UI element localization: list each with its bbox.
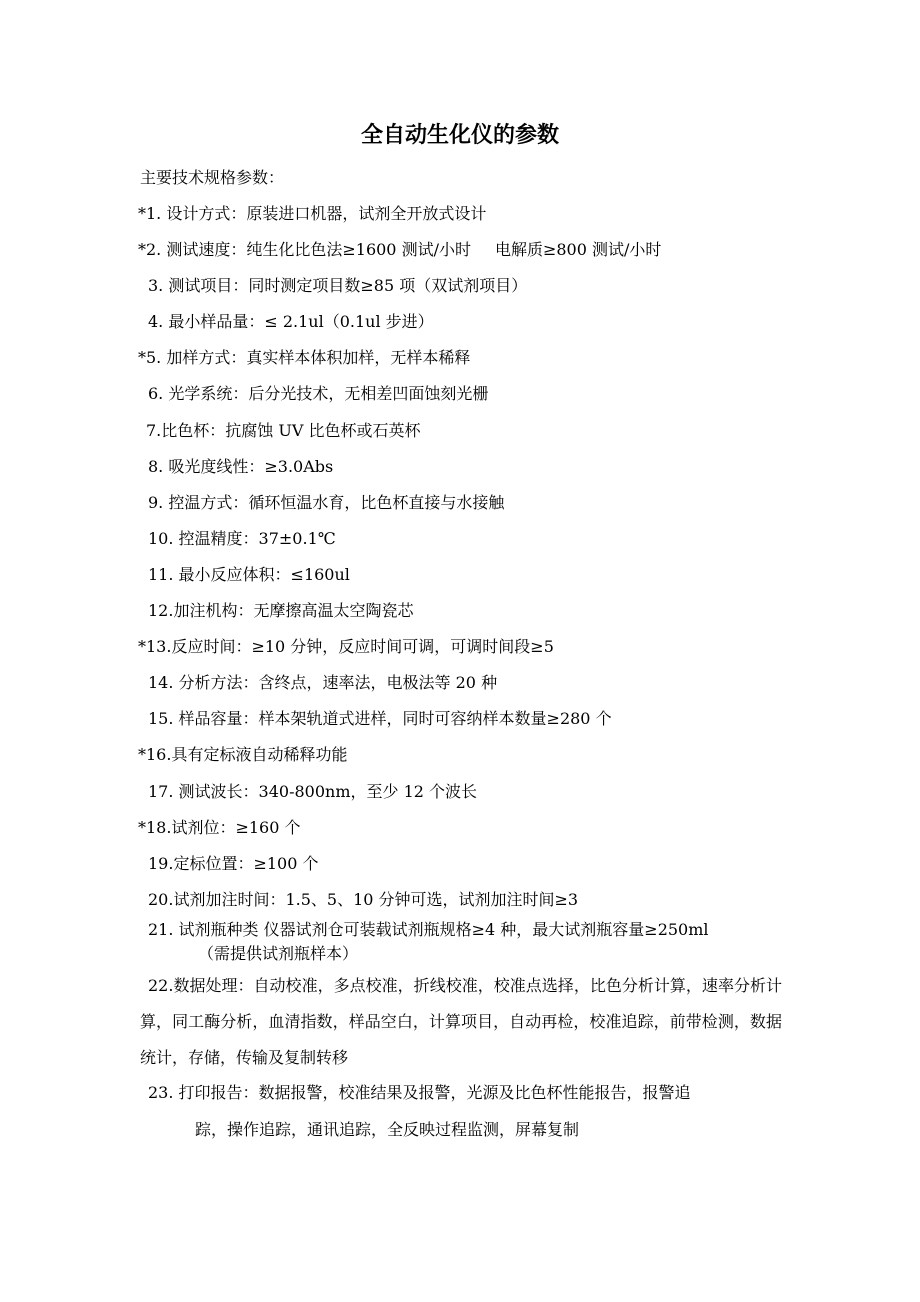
spec-item-1: *1. 设计方式：原装进口机器，试剂全开放式设计 bbox=[138, 204, 487, 223]
spec-item-10: 10. 控温精度：37±0.1℃ bbox=[148, 529, 336, 548]
spec-item-16: *16.具有定标液自动稀释功能 bbox=[138, 745, 348, 764]
spec-item-2-electrolyte: 电解质≥800 测试/小时 bbox=[494, 240, 662, 259]
spec-item-14: 14. 分析方法：含终点，速率法，电极法等 20 种 bbox=[148, 673, 498, 692]
spec-item-6: 6. 光学系统：后分光技术，无相差凹面蚀刻光栅 bbox=[148, 384, 489, 403]
spec-item-19: 19.定标位置：≥100 个 bbox=[148, 854, 319, 873]
spec-item-22: 22.数据处理：自动校准，多点校准，折线校准，校准点选择，比色分析计算，速率分析计算，同工酶分析，血清指数，样品空白，计算项目，自动再检，校准追踪，前带检测，数据统计，存储，传输及复制转移 bbox=[140, 976, 782, 1067]
spec-item-21: 21. 试剂瓶种类 仪器试剂仓可装载试剂瓶规格≥4 种，最大试剂瓶容量≥250ml bbox=[148, 920, 709, 939]
spec-item-20: 20.试剂加注时间：1.5、5、10 分钟可选，试剂加注时间≥3 bbox=[148, 890, 579, 909]
spec-item-8: 8. 吸光度线性：≥3.0Abs bbox=[148, 457, 334, 476]
spec-item-3: 3. 测试项目：同时测定项目数≥85 项（双试剂项目） bbox=[148, 276, 528, 295]
spec-item-18: *18.试剂位：≥160 个 bbox=[138, 818, 301, 837]
spec-item-15: 15. 样品容量：样本架轨道式进样，同时可容纳样本数量≥280 个 bbox=[148, 709, 612, 728]
spec-item-13: *13.反应时间：≥10 分钟，反应时间可调，可调时间段≥5 bbox=[138, 637, 554, 656]
spec-item-17: 17. 测试波长：340-800nm，至少 12 个波长 bbox=[148, 782, 478, 801]
spec-item-9: 9. 控温方式：循环恒温水育，比色杯直接与水接触 bbox=[148, 493, 505, 512]
spec-item-21-note: （需提供试剂瓶样本） bbox=[198, 944, 359, 963]
document-title: 全自动生化仪的参数 bbox=[360, 123, 559, 148]
spec-item-2 bbox=[138, 239, 661, 261]
spec-item-4: 4. 最小样品量：≤ 2.1ul（0.1ul 步进） bbox=[148, 312, 434, 331]
intro-text: 主要技术规格参数： bbox=[140, 168, 285, 187]
spec-item-12: 12.加注机构：无摩擦高温太空陶瓷芯 bbox=[148, 601, 414, 620]
spec-item-11: 11. 最小反应体积：≤160ul bbox=[148, 565, 350, 584]
spec-item-7: 7.比色杯：抗腐蚀 UV 比色杯或石英杯 bbox=[146, 421, 421, 440]
spec-item-23-continuation: 踪，操作追踪，通讯追踪，全反映过程监测，屏幕复制 bbox=[195, 1120, 580, 1139]
spec-item-23: 23. 打印报告：数据报警，校准结果及报警，光源及比色杯性能报告，报警追 bbox=[148, 1083, 691, 1102]
spec-item-2-speed: *2. 测试速度：纯生化比色法≥1600 测试/小时 bbox=[138, 240, 471, 259]
spec-item-5: *5. 加样方式：真实样本体积加样，无样本稀释 bbox=[138, 348, 471, 367]
